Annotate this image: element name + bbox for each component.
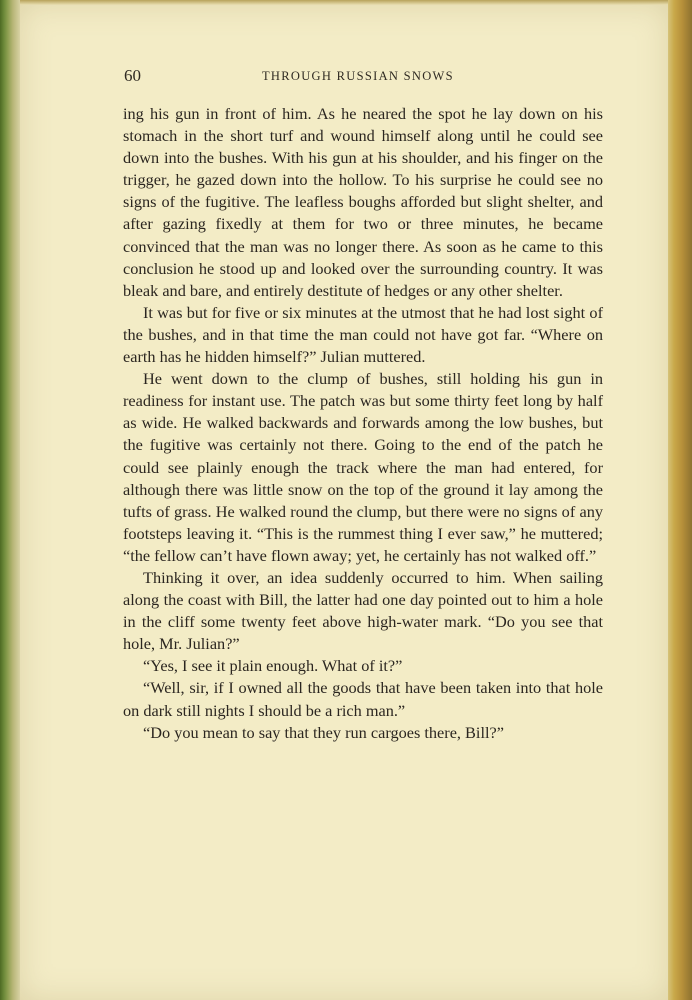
paragraph-1: ing his gun in front of him. As he neared the spot he lay down on his stomach in the short turf and wound himself along until he could see down into the bushes. With his gun at his shoulder, and his finger on the trigger, he gazed down into the hollow. To his surprise he could see no signs of the fugitive. The leafless boughs afforded but slight shelter, and after gazing fixedly at them for two or three minutes, he became convinced that the man was no longer there. As soon as he came to this conclusion he stood up and looked over the surrounding country. It was bleak and bare, and entirely destitute of hedges or any other shelter. (123, 104, 603, 300)
page-top-edge (20, 0, 672, 5)
body-text (123, 103, 603, 744)
book-spine-edge (0, 0, 20, 1000)
running-title: THROUGH RUSSIAN SNOWS (262, 69, 454, 83)
paragraph-3: He went down to the clump of bushes, still holding his gun in readiness for instant use. The patch was but some thirty feet long by half as wide. He walked backwards and forwards among the low bushes, but the fugitive was certainly not there. Going to the end of the patch he could see plainly enough the track where the man had entered, for although there was little snow on the top of the ground it lay among the tufts of grass. He walked round the clump, but there were no signs of any footsteps leaving it. “This is the rummest thing I ever saw,” he muttered; “the fellow can’t have flown away; yet, he certainly has not walked off.” (123, 369, 603, 565)
paragraph-2: It was but for five or six minutes at the utmost that he had lost sight of the bushes, and in that time the man could not have got far. “Where on earth has he hidden himself?” Julian muttered. (123, 302, 603, 367)
page-header (104, 66, 604, 90)
paragraph-5: “Yes, I see it plain enough. What of it?” (143, 656, 403, 676)
paragraph-6: “Well, sir, if I owned all the goods that have been taken into that hole on dark still nights I should be a rich man.” (123, 678, 603, 720)
page-number: 60 (124, 66, 141, 85)
page-right-edge (668, 0, 692, 1000)
paragraph-4: Thinking it over, an idea suddenly occurred to him. When sailing along the coast with Bill, the latter had one day pointed out to him a hole in the cliff some twenty feet above high-water mark. “Do you see that hole, Mr. Julian?” (123, 567, 603, 654)
paragraph-7: “Do you mean to say that they run cargoes there, Bill?” (143, 722, 504, 742)
